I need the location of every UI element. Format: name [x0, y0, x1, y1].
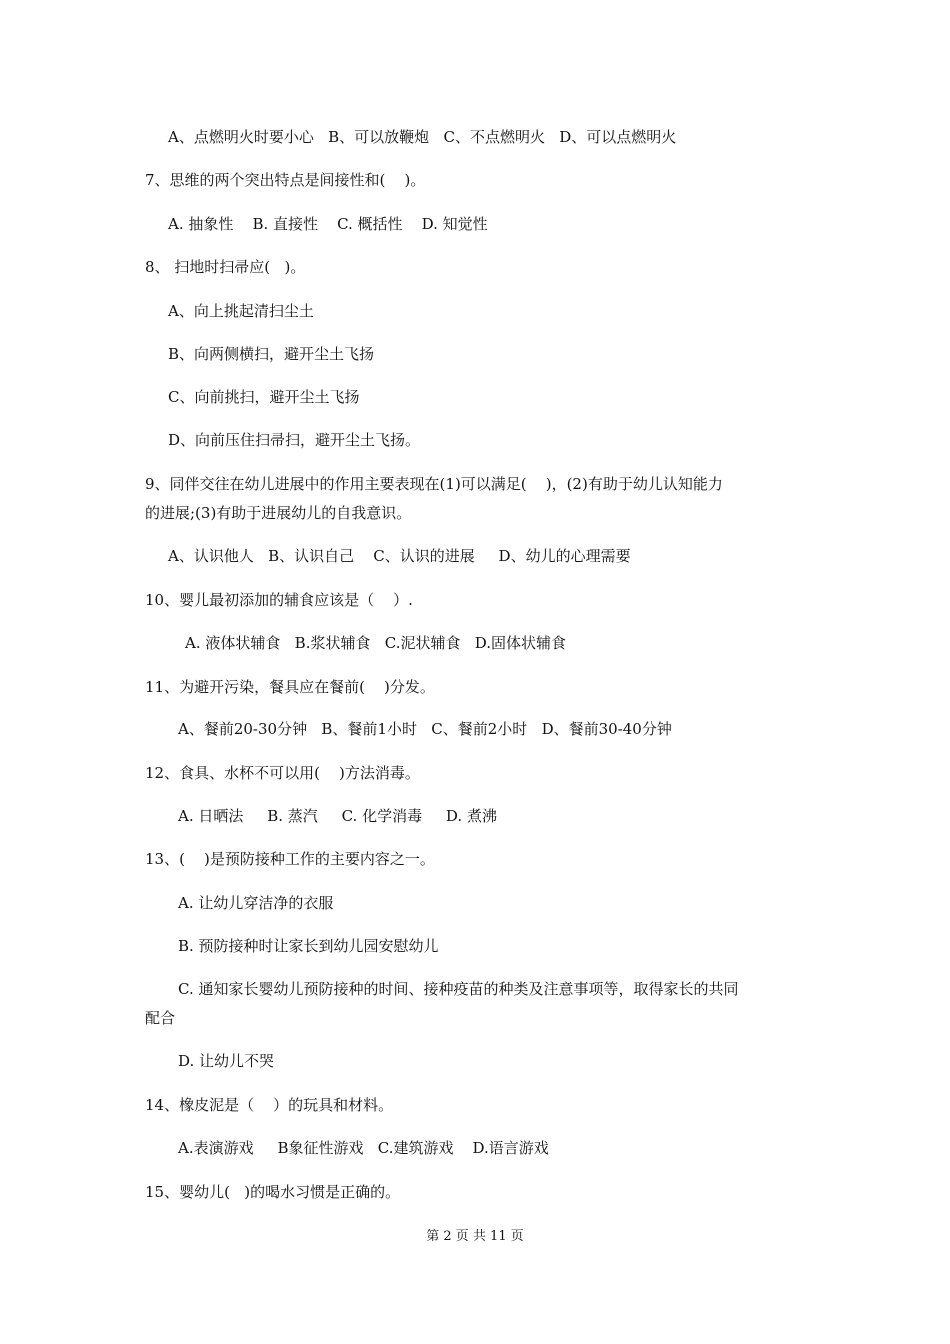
- q8-option-a: A、向上挑起清扫尘土: [168, 302, 314, 320]
- q11-options: A、餐前20-30分钟 B、餐前1小时 C、餐前2小时 D、餐前30-40分钟: [178, 720, 672, 738]
- q9-stem-line1: 9、同伴交往在幼儿进展中的作用主要表现在(1)可以满足( )，(2)有助于幼儿认知能力: [145, 475, 723, 493]
- q9-stem-line2: 的进展;(3)有助于进展幼儿的自我意识。: [145, 504, 412, 522]
- q10-stem: 10、婴儿最初添加的辅食应该是（ ）.: [145, 591, 413, 609]
- q13-option-c-line2: 配合: [145, 1009, 176, 1027]
- q8-option-d: D、向前压住扫帚扫，避开尘土飞扬。: [168, 431, 421, 449]
- q10-options: A. 液体状辅食 B.浆状辅食 C.泥状辅食 D.固体状辅食: [185, 634, 567, 652]
- q15-stem: 15、婴幼儿( )的喝水习惯是正确的。: [145, 1183, 401, 1201]
- q6-options: A、点燃明火时要小心 B、可以放鞭炮 C、不点燃明火 D、可以点燃明火: [168, 128, 677, 146]
- q8-option-c: C、向前挑扫，避开尘土飞扬: [168, 388, 360, 406]
- q13-option-d: D. 让幼儿不哭: [178, 1052, 275, 1070]
- page-footer: 第 2 页 共 11 页: [426, 1229, 524, 1244]
- q9-options: A、认识他人 B、认识自己 C、认识的进展 D、幼儿的心理需要: [168, 547, 631, 565]
- q14-stem: 14、橡皮泥是（ ）的玩具和材料。: [145, 1096, 394, 1114]
- q13-option-c-line1: C. 通知家长婴幼儿预防接种的时间、接种疫苗的种类及注意事项等，取得家长的共同: [178, 980, 739, 998]
- q11-stem: 11、为避开污染，餐具应在餐前( )分发。: [145, 678, 435, 696]
- q12-stem: 12、食具、水杯不可以用( )方法消毒。: [145, 764, 420, 782]
- q14-options: A.表演游戏 B象征性游戏 C.建筑游戏 D.语言游戏: [178, 1139, 549, 1157]
- q8-option-b: B、向两侧横扫，避开尘土飞扬: [168, 345, 375, 363]
- q7-stem: 7、思维的两个突出特点是间接性和( )。: [145, 171, 426, 189]
- q7-options: A. 抽象性 B. 直接性 C. 概括性 D. 知觉性: [168, 215, 488, 233]
- q13-option-a: A. 让幼儿穿洁净的衣服: [178, 894, 334, 912]
- q13-option-b: B. 预防接种时让家长到幼儿园安慰幼儿: [178, 937, 439, 955]
- q13-stem: 13、( )是预防接种工作的主要内容之一。: [145, 850, 435, 868]
- q8-stem: 8、 扫地时扫帚应( )。: [145, 258, 306, 276]
- q12-options: A. 日晒法 B. 蒸汽 C. 化学消毒 D. 煮沸: [178, 807, 497, 825]
